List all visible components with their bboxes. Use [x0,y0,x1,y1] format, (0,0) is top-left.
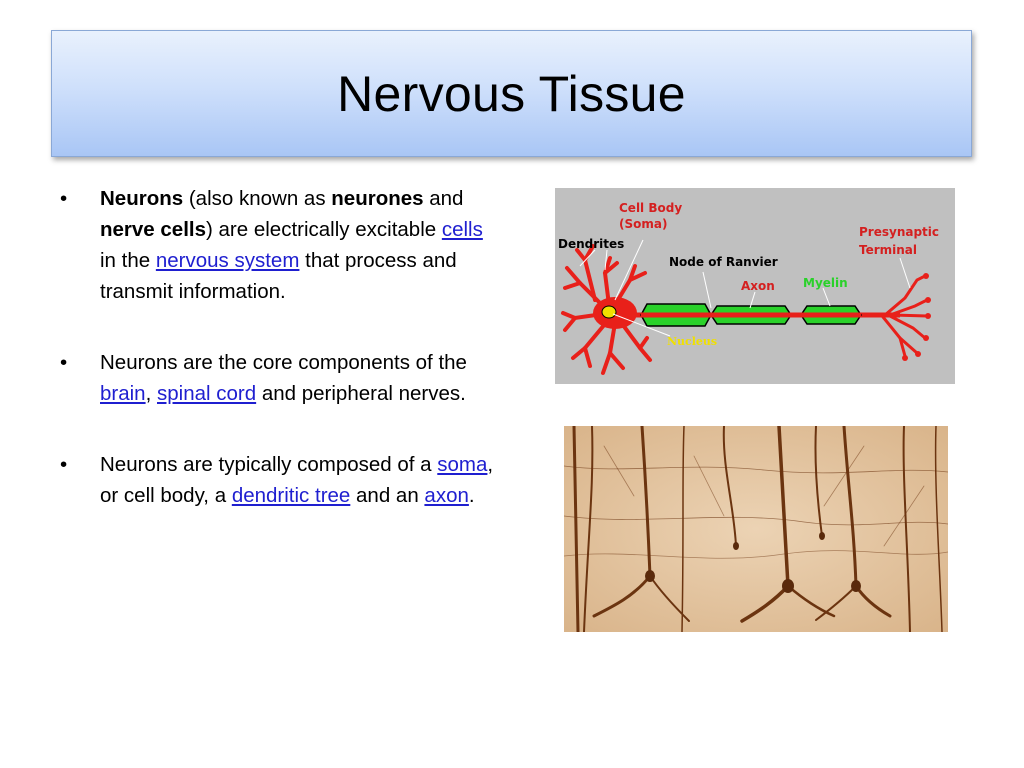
text-segment: in the [100,249,156,272]
link-axon[interactable]: axon [424,484,469,507]
bold-neurones: neurones [331,187,424,210]
text-segment: that process and transmit information. [100,249,457,303]
label-cell-body: Cell Body [619,201,683,215]
bullet-item-neurons-definition [60,183,500,307]
label-presynaptic: Presynaptic [859,225,940,239]
text-segment: Neurons are typically composed of a [100,453,438,476]
label-myelin: Myelin [803,276,848,290]
bullet-list [60,183,500,551]
text-segment: (also known as [183,187,332,210]
label-axon: Axon [741,279,775,293]
text-segment: and an [350,484,425,507]
nucleus-shape [602,306,616,318]
text-segment: and [423,187,464,210]
text-segment: , or cell body, a [100,453,494,507]
title-placeholder [51,30,972,157]
text-segment: . [468,484,475,507]
link-spinal-cord[interactable]: spinal cord [157,382,257,405]
link-soma[interactable]: soma [437,453,488,476]
slide-title: Nervous Tissue [337,65,686,122]
neuron-diagram-image [555,188,955,384]
bullet-item-core-components [60,347,500,409]
label-soma: (Soma) [619,217,668,231]
bullet-item-composition [60,449,500,511]
label-dendrites: Dendrites [558,237,625,251]
link-cells[interactable]: cells [441,218,483,241]
nervous-tissue-micrograph-image [564,426,948,632]
link-dendritic-tree[interactable]: dendritic tree [231,484,351,507]
text-segment: ) are electrically excitable [206,218,442,241]
label-nucleus: Nucleus [667,335,718,348]
label-terminal: Terminal [859,243,918,257]
bold-neurons: Neurons [100,187,184,210]
bullet-glyph: • [60,187,68,210]
link-brain[interactable]: brain [100,382,146,405]
bullet-glyph: • [60,351,68,374]
bullet-glyph: • [60,453,68,476]
link-nervous-system[interactable]: nervous system [155,249,300,272]
text-segment: , [145,382,157,405]
label-node-of-ranvier: Node of Ranvier [669,255,778,269]
bold-nerve-cells: nerve cells [100,218,206,241]
text-segment: Neurons are the core components of the [100,351,467,374]
text-segment: and peripheral nerves. [256,382,466,405]
